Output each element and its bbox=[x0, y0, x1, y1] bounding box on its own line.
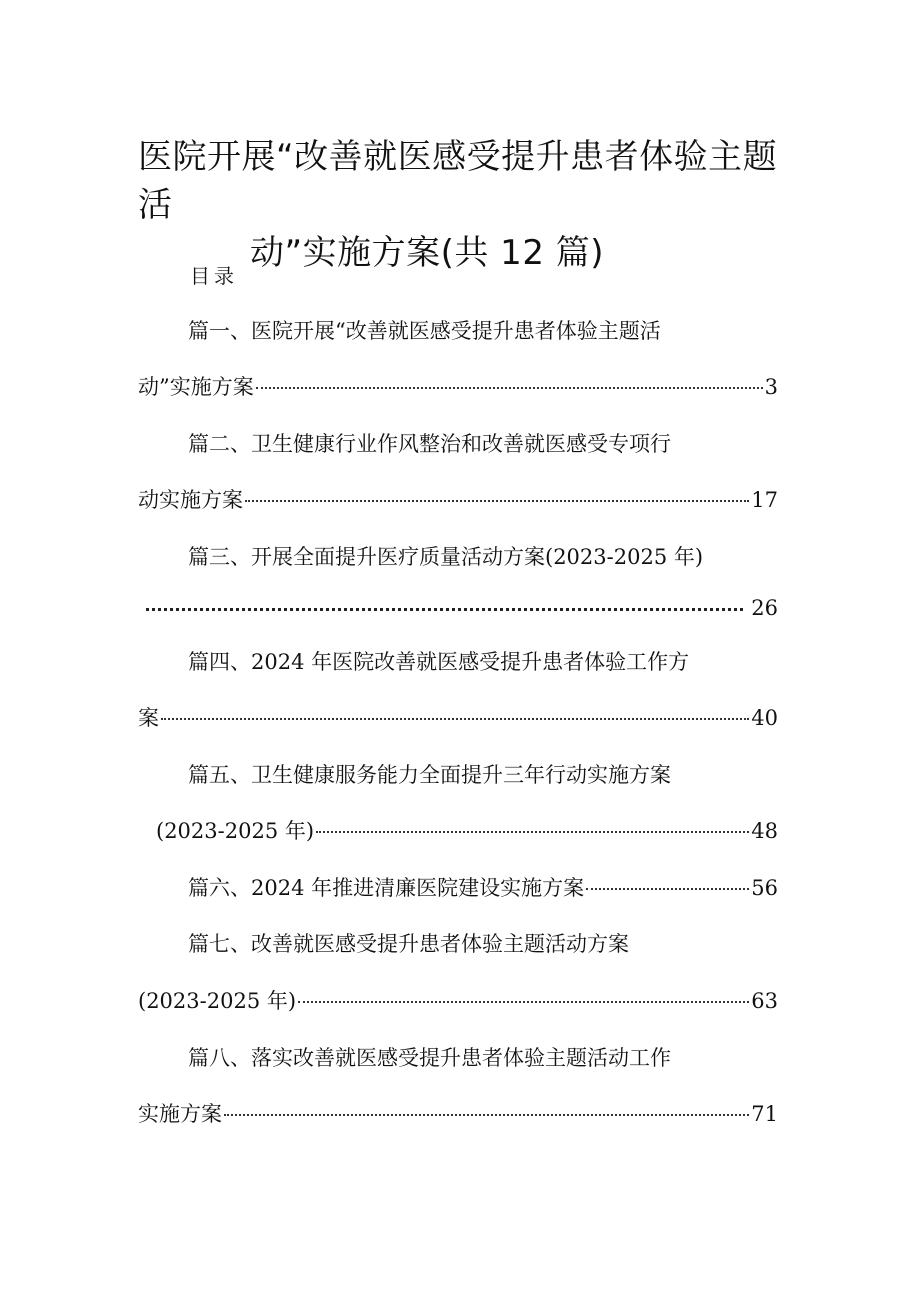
toc-entry-8-cont bbox=[138, 1099, 778, 1129]
toc-entry-1-page: 3 bbox=[764, 375, 778, 399]
toc-entry-3-page: 26 bbox=[751, 596, 778, 620]
toc-entry-1-cont bbox=[138, 372, 778, 402]
toc-entry-1-title: 篇一、医院开展“改善就医感受提升患者体验主题活 bbox=[188, 319, 661, 343]
toc-leader-dots bbox=[298, 1001, 749, 1003]
toc-entry-2-page: 17 bbox=[751, 488, 778, 512]
toc-entry-7-page: 63 bbox=[751, 989, 778, 1013]
toc-entry-4-cont bbox=[138, 703, 778, 733]
toc-entry-5-title: 篇五、卫生健康服务能力全面提升三年行动实施方案 bbox=[188, 763, 671, 787]
toc-entry-7-cont bbox=[138, 986, 778, 1016]
toc-entry-4-page: 40 bbox=[751, 706, 778, 730]
toc-entry-5-cont bbox=[138, 816, 778, 846]
toc-entry-3-title: 篇三、开展全面提升医疗质量活动方案(2023-2025 年) bbox=[188, 545, 704, 569]
title-line-1: 医院开展“改善就医感受提升患者体验主题活 bbox=[138, 137, 778, 225]
toc-entry-8-title: 篇八、落实改善就医感受提升患者体验主题活动工作 bbox=[188, 1046, 671, 1070]
toc-entry-4-title: 篇四、2024 年医院改善就医感受提升患者体验工作方 bbox=[188, 650, 690, 674]
toc-entry-4-text: 案 bbox=[138, 706, 159, 730]
toc-leader-dots bbox=[256, 387, 763, 389]
toc-leader-dots bbox=[245, 500, 749, 502]
toc-entry-8-page: 71 bbox=[751, 1102, 778, 1126]
toc-entry-2-text: 动实施方案 bbox=[138, 488, 243, 512]
toc-entry-5-text: (2023-2025 年) bbox=[156, 819, 315, 843]
toc-leader-dots bbox=[224, 1114, 749, 1116]
toc-entry-2-title: 篇二、卫生健康行业作风整治和改善就医感受专项行 bbox=[188, 432, 671, 456]
toc-entry-6-page: 56 bbox=[751, 876, 778, 900]
toc-leader-dots bbox=[146, 608, 743, 611]
toc-entry-6 bbox=[188, 873, 778, 903]
toc-leader-dots bbox=[586, 888, 749, 890]
toc-entry-8-text: 实施方案 bbox=[138, 1102, 222, 1126]
toc-entry-7-text: (2023-2025 年) bbox=[138, 989, 297, 1013]
document-title bbox=[138, 133, 808, 277]
toc-entry-6-title: 篇六、2024 年推进清廉医院建设实施方案 bbox=[188, 876, 585, 900]
toc-leader-dots bbox=[161, 718, 749, 720]
toc-entry-2-cont bbox=[138, 485, 778, 515]
toc-heading: 目录 bbox=[190, 264, 238, 288]
toc-entry-7-title: 篇七、改善就医感受提升患者体验主题活动方案 bbox=[188, 932, 629, 956]
toc-entry-5-page: 48 bbox=[751, 819, 778, 843]
toc-leader-dots bbox=[316, 831, 749, 833]
title-line-2: 动”实施方案(共 12 篇) bbox=[250, 233, 605, 273]
toc-entry-3-cont bbox=[138, 593, 778, 623]
toc-entry-1-text: 动”实施方案 bbox=[138, 375, 254, 399]
